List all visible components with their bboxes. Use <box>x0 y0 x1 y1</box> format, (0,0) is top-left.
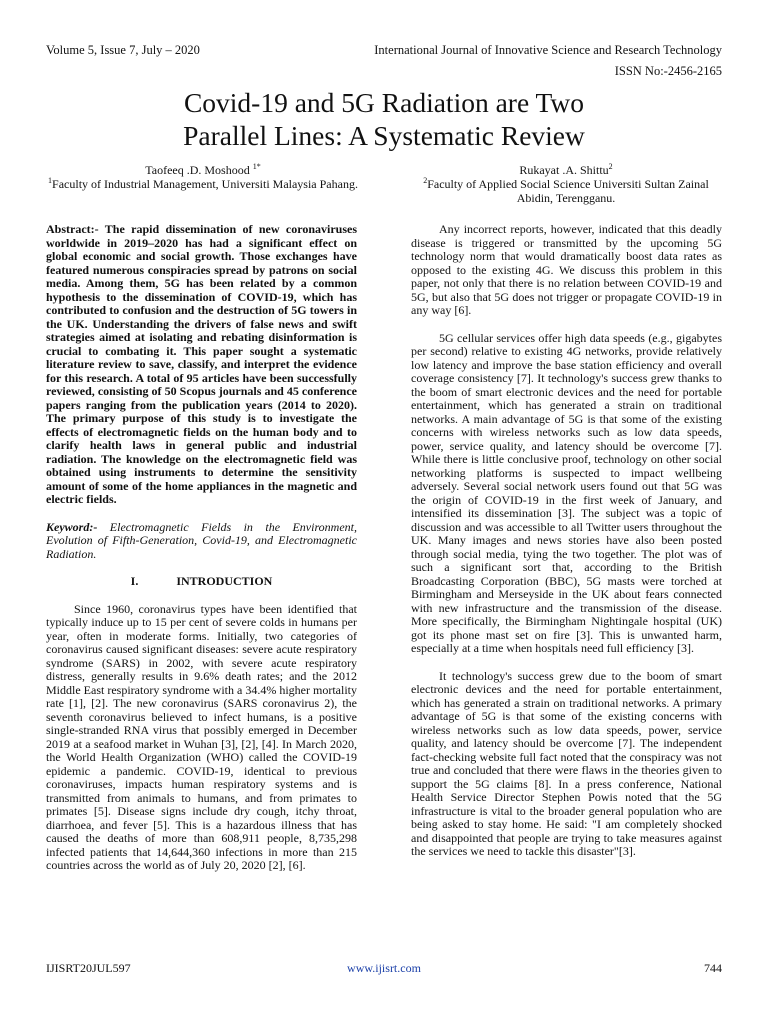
title-line-2: Parallel Lines: A Systematic Review <box>183 120 585 151</box>
volume-issue: Volume 5, Issue 7, July – 2020 <box>46 43 200 57</box>
intro-paragraph: Since 1960, coronavirus types have been identified that typically induce up to 15 per cent of severe colds in humans per year, often in moderate forms. Initially, two categories of coronavirus caused significant diseases: severe acute respiratory syndrome (SARS) in 2002, with severe acute respiratory distress, generally results in 9.6% death rates; and the 2012 Middle East respiratory syndrome with a 34.4% higher mortality rate [1], [2]. The new coronavirus (SARS coronavirus 2), the seventh coronavirus believed to infect humans, is a positive single-stranded RNA virus that possibly emerged in December 2019 at a seafood market in Wuhan [3], [2], [4]. In March 2020, the World Health Organization (WHO) called the COVID-19 epidemic a pandemic. COVID-19, identical to previous coronaviruses, impacts human respiratory systems and is transmitted from animals to humans, and from primates to primates [5]. Disease signs include dry cough, itchy throat, diarrhoea, and fever [5]. This is a hazardous illness that has caused the deaths of more than 608,911 people, 8,735,298 infected patients that 14,644,360 infections in more than 215 countries across the world as of July 20, 2020 [2], [6]. <box>46 601 357 872</box>
author-affiliation-2: $^2$Faculty of Applied Social Science Universiti Sultan Zainal Abidin, Terengganu. <box>423 176 709 205</box>
author-name-2: Rukayat .A. Shittu$^2$ <box>519 162 613 177</box>
title-line-1: Covid-19 and 5G Radiation are Two <box>183 87 585 118</box>
body-paragraph-1: Any incorrect reports, however, indicated that this deadly disease is triggered or transmitted by the upcoming 5G technology norm that would dramatically boost data rates as opposed to the existing 4G. We discuss this problem in this paper, not only that there is no relation between COVID-19 and 5G, but also that 5G does not trigger or propagate COVID-19 in any way [6]. <box>411 222 722 317</box>
paper-title <box>60 86 708 152</box>
keywords: Keyword:- Electromagnetic Fields in the Environment, Evolution of Fifth-Generation, Covid-19, and Electromagnetic Radiation. <box>46 519 358 561</box>
left-column <box>46 223 357 873</box>
right-column <box>411 223 722 859</box>
author-block-2 <box>408 163 724 205</box>
author-name-1: Taofeeq .D. Moshood $^{1*}$ <box>145 162 261 177</box>
issn: ISSN No:-2456-2165 <box>614 64 722 78</box>
paper-id: IJISRT20JUL597 <box>46 961 131 975</box>
abstract: Abstract:- The rapid dissemination of new coronaviruses worldwide in 2019–2020 has had a significant effect on global economic and social growth. Those exchanges have featured numerous conspiracies spread by patrons on social media. Among them, 5G has been related by a common hypothesis to the dissemination of COVID-19, which has contributed to confusion and the destruction of 5G towers in the UK. Understanding the drivers of false news and swift strategies aimed at isolating and rebating disinformation is crucial to combating it. This paper sought a systematic literature review to save, classify, and interpret the evidence for this research. A total of 95 articles have been successfully reviewed, consisting of 50 Scopus journals and 45 conference papers ranging from the publication years (2014 to 2020). The primary purpose of this study is to investigate the effects of electromagnetic fields on the human body and to clarify health laws in general public and industrial radiation. The knowledge on the electromagnetic field was obtained using instruments to determine the sensitivity amount of some of the home appliances in the magnetic and electric fields. <box>46 222 357 506</box>
section-heading: I. INTRODUCTION <box>130 574 273 588</box>
author-block-1 <box>46 163 360 191</box>
body-paragraph-3: It technology's success grew due to the boom of smart electronic devices and the need for portable entertainment, which has generated a strain on traditional networks. A primary advantage of 5G is that some of the existing concerns with wireless networks such as low data speeds, power, service quality, and latency should be overcome [7]. The independent fact-checking website full fact noted that the conspiracy was not true and concluded that there were flaws in the theories given to support the 5G claims [8]. In a press conference, National Health Service Director Stephen Powis noted that the 5G infrastructure is vital to the broader general population who are being asked to stay home. He said: "I am completely shocked and disappointed that people are trying to take measures against the services we need to tackle this disaster"[3]. <box>411 668 722 858</box>
journal-url[interactable]: www.ijisrt.com <box>347 961 421 975</box>
body-paragraph-2: 5G cellular services offer high data speeds (e.g., gigabytes per second) relative to existing 4G networks, provide relatively low latency and improve the base station efficiency and overall coverage consistency [7]. It technology's success grew thanks to the boom of smart electronic devices and the need for portable entertainment, which has generated a strain on traditional networks. A main advantage of 5G is that some of the existing concerns with wireless networks such as low data speeds, power, service quality, and latency should be overcome [7]. While there is little conclusive proof, technology on other social networking platforms is suspected to impact wellbeing adversely. Several social network users found out that 5G was the origin of COVID-19 in the first week of January, and intensified its dissemination [3]. The subject was a topic of discussion and was accessible to all Twitter users throughout the UK. Many images and news stories have also been posted through social media, tying the two together. The plot was of such a significant sort that, according to the British Broadcasting Corporation (BBC), 5G masts were torched at Birmingham and Merseyside in the UK about fears connected with new infrastructure and the transmission of the disease. More specifically, the Birmingham Nightingale hospital (UK) got its phone mast set on fire [3]. This is unwanted harm, especially at a time when hospitals need full efficiency [3]. <box>411 330 722 655</box>
page-number: 744 <box>704 961 722 975</box>
journal-name: International Journal of Innovative Science and Research Technology <box>374 43 722 57</box>
author-affiliation-1: $^1$Faculty of Industrial Management, Universiti Malaysia Pahang. <box>48 176 358 191</box>
